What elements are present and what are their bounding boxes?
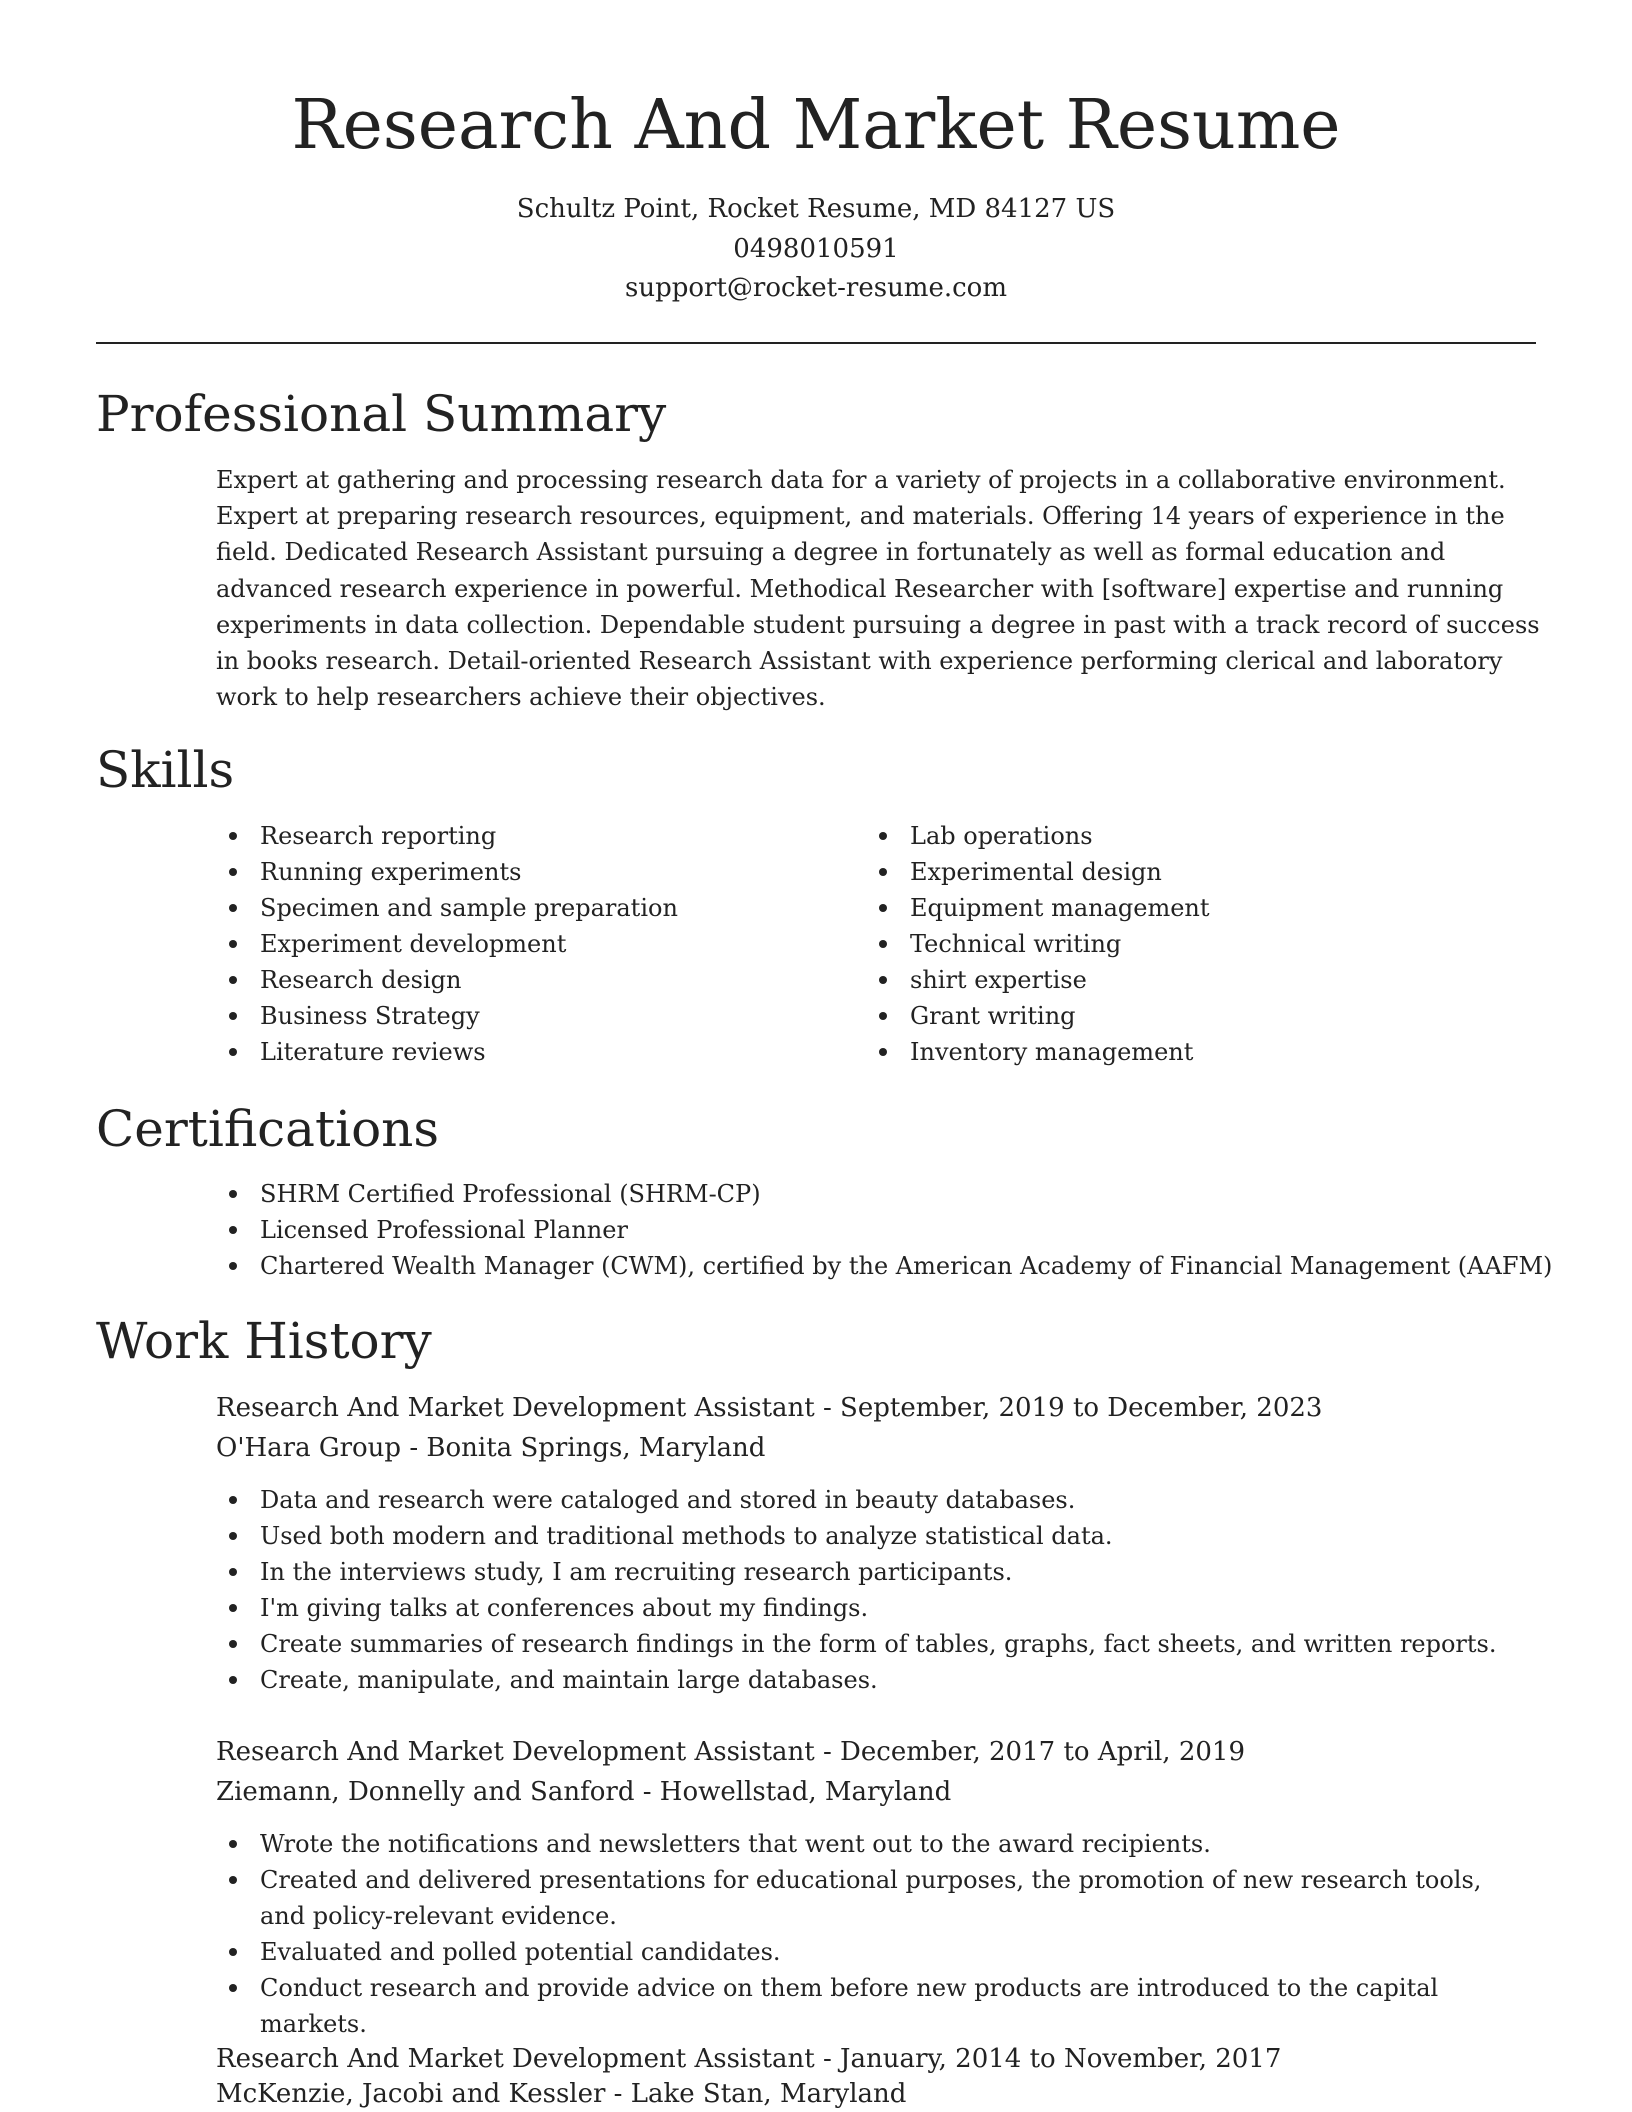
skill-label: Experimental design — [910, 858, 1162, 886]
skill-item — [866, 890, 1466, 926]
skill-item — [216, 1034, 816, 1070]
certification-label: Chartered Wealth Manager (CWM), certified by the American Academy of Financial Management (AAFM) — [260, 1252, 1553, 1280]
job-employer: O'Hara Group - Bonita Springs, Maryland — [216, 1433, 766, 1463]
certification-label: Licensed Professional Planner — [260, 1216, 628, 1244]
job-duty-item — [216, 1554, 1546, 1590]
job-employer: McKenzie, Jacobi and Kessler - Lake Stan, Maryland — [216, 2079, 907, 2109]
bullet-icon — [229, 1190, 237, 1198]
certifications-list — [216, 1176, 1553, 1284]
bullet-icon — [879, 1048, 887, 1056]
job-heading: Research And Market Development Assistant - December, 2017 to April, 2019 — [216, 1737, 1245, 1767]
bullet-icon — [229, 976, 237, 984]
skill-label: Specimen and sample preparation — [260, 894, 678, 922]
contact-address: Schultz Point, Rocket Resume, MD 84127 US — [516, 194, 1116, 224]
job-duty-text: Used both modern and traditional methods to analyze statistical data. — [260, 1522, 1113, 1550]
job-duty-text: Data and research were cataloged and stored in beauty databases. — [260, 1486, 1076, 1514]
job-position: Research And Market Development Assistant — [216, 1737, 815, 1767]
job-heading: Research And Market Development Assistant - September, 2019 to December, 2023 — [216, 1393, 1323, 1423]
job-heading: Research And Market Development Assistant - January, 2014 to November, 2017 — [216, 2044, 1282, 2074]
skill-item — [866, 818, 1466, 854]
skill-label: Business Strategy — [260, 1002, 480, 1030]
skill-label: Inventory management — [910, 1038, 1194, 1066]
job-dates: December, 2017 to April, 2019 — [840, 1737, 1245, 1767]
bullet-icon — [229, 1604, 237, 1612]
job-duty-item — [216, 1626, 1546, 1662]
job-duties-list — [216, 1826, 1516, 2042]
certification-item — [216, 1212, 1546, 1248]
bullet-icon — [229, 940, 237, 948]
job-duty-item — [216, 1970, 1516, 2042]
job-duty-text: Evaluated and polled potential candidates. — [260, 1938, 781, 1966]
work-history-heading: Work History — [96, 1312, 432, 1370]
skill-label: Grant writing — [910, 1002, 1076, 1030]
summary-heading: Professional Summary — [96, 385, 667, 443]
bullet-icon — [879, 832, 887, 840]
job-location: Howellstad, Maryland — [659, 1777, 952, 1807]
skill-label: Running experiments — [260, 858, 522, 886]
bullet-icon — [229, 1048, 237, 1056]
skill-item — [866, 998, 1466, 1034]
bullet-icon — [229, 1876, 237, 1884]
certification-label: SHRM Certified Professional (SHRM-CP) — [260, 1180, 761, 1208]
bullet-icon — [879, 976, 887, 984]
bullet-icon — [879, 940, 887, 948]
skills-list-left — [216, 818, 816, 1070]
job-position: Research And Market Development Assistant — [216, 1393, 815, 1423]
skill-item — [216, 854, 816, 890]
summary-text: Expert at gathering and processing research data for a variety of projects in a collaborative environment. Expert at preparing research resources, equipment, and materials. Offering 14 years of experience in the field. Dedicated Research Assistant pursuing a degree in fortunately as well as formal education and advanced research experience in powerful. Methodical Researcher with [software] expertise and running experiments in data collection. Dependable student pursuing a degree in past with a track record of success in books research. Detail-oriented Research Assistant with experience performing clerical and laboratory work to help researchers achieve their objectives. — [216, 466, 1540, 712]
bullet-icon — [229, 1262, 237, 1270]
skill-item — [216, 926, 816, 962]
certifications-heading: Certifications — [96, 1100, 440, 1158]
bullet-icon — [229, 1532, 237, 1540]
job-duty-item — [216, 1662, 1546, 1698]
job-company-name: O'Hara Group — [216, 1433, 402, 1463]
bullet-icon — [879, 868, 887, 876]
job-duty-item — [216, 1826, 1516, 1862]
job-duty-item — [216, 1862, 1516, 1934]
contact-phone: 0498010591 — [733, 234, 899, 264]
job-location: Lake Stan, Maryland — [630, 2079, 907, 2109]
job-company-name: McKenzie, Jacobi and Kessler — [216, 2079, 606, 2109]
bullet-icon — [879, 1012, 887, 1020]
bullet-icon — [229, 868, 237, 876]
job-duty-text: In the interviews study, I am recruiting research participants. — [260, 1558, 1013, 1586]
contact-email: support@rocket-resume.com — [624, 273, 1007, 303]
job-duty-item — [216, 1482, 1546, 1518]
bullet-icon — [229, 1640, 237, 1648]
skill-label: Technical writing — [910, 930, 1122, 958]
job-duty-item — [216, 1934, 1516, 1970]
bullet-icon — [229, 1496, 237, 1504]
bullet-icon — [229, 1676, 237, 1684]
bullet-icon — [229, 1226, 237, 1234]
skill-label: Research design — [260, 966, 462, 994]
skill-label: Literature reviews — [260, 1038, 486, 1066]
skills-heading: Skills — [96, 741, 235, 799]
skill-label: Lab operations — [910, 822, 1093, 850]
resume-name: Research And Market Resume — [291, 86, 1341, 165]
bullet-icon — [229, 1840, 237, 1848]
skill-label: Equipment management — [910, 894, 1210, 922]
skill-label: shirt expertise — [910, 966, 1087, 994]
skill-item — [216, 818, 816, 854]
certification-item — [216, 1176, 1546, 1212]
job-duty-text: Create summaries of research findings in the form of tables, graphs, fact sheets, and written reports. — [260, 1630, 1497, 1658]
skill-item — [216, 962, 816, 998]
header-divider — [96, 342, 1536, 344]
skill-label: Experiment development — [260, 930, 567, 958]
job-dates: September, 2019 to December, 2023 — [840, 1393, 1323, 1423]
bullet-icon — [879, 904, 887, 912]
skill-item — [866, 962, 1466, 998]
bullet-icon — [229, 1984, 237, 1992]
job-duty-text: Create, manipulate, and maintain large databases. — [260, 1666, 878, 1694]
job-location: Bonita Springs, Maryland — [426, 1433, 766, 1463]
skill-item — [866, 854, 1466, 890]
skill-item — [866, 1034, 1466, 1070]
bullet-icon — [229, 1948, 237, 1956]
bullet-icon — [229, 1012, 237, 1020]
skill-item — [216, 998, 816, 1034]
job-duty-text: Conduct research and provide advice on them before new products are introduced to the capital markets. — [260, 1974, 1439, 2038]
job-duty-text: Wrote the notifications and newsletters that went out to the award recipients. — [260, 1830, 1211, 1858]
certification-item — [216, 1248, 1553, 1284]
job-position: Research And Market Development Assistant — [216, 2044, 815, 2074]
job-duty-item — [216, 1518, 1546, 1554]
skill-item — [216, 890, 816, 926]
job-duty-item — [216, 1590, 1546, 1626]
job-duties-list — [216, 1482, 1546, 1698]
job-company-name: Ziemann, Donnelly and Sanford — [216, 1777, 635, 1807]
bullet-icon — [229, 1568, 237, 1576]
bullet-icon — [229, 904, 237, 912]
job-dates: January, 2014 to November, 2017 — [840, 2044, 1282, 2074]
skills-list-right — [866, 818, 1466, 1070]
job-duty-text: I'm giving talks at conferences about my findings. — [260, 1594, 869, 1622]
job-employer: Ziemann, Donnelly and Sanford - Howellstad, Maryland — [216, 1777, 952, 1807]
bullet-icon — [229, 832, 237, 840]
skill-label: Research reporting — [260, 822, 497, 850]
job-duty-text: Created and delivered presentations for educational purposes, the promotion of new research tools, and policy-relevant evidence. — [260, 1866, 1482, 1930]
skill-item — [866, 926, 1466, 962]
